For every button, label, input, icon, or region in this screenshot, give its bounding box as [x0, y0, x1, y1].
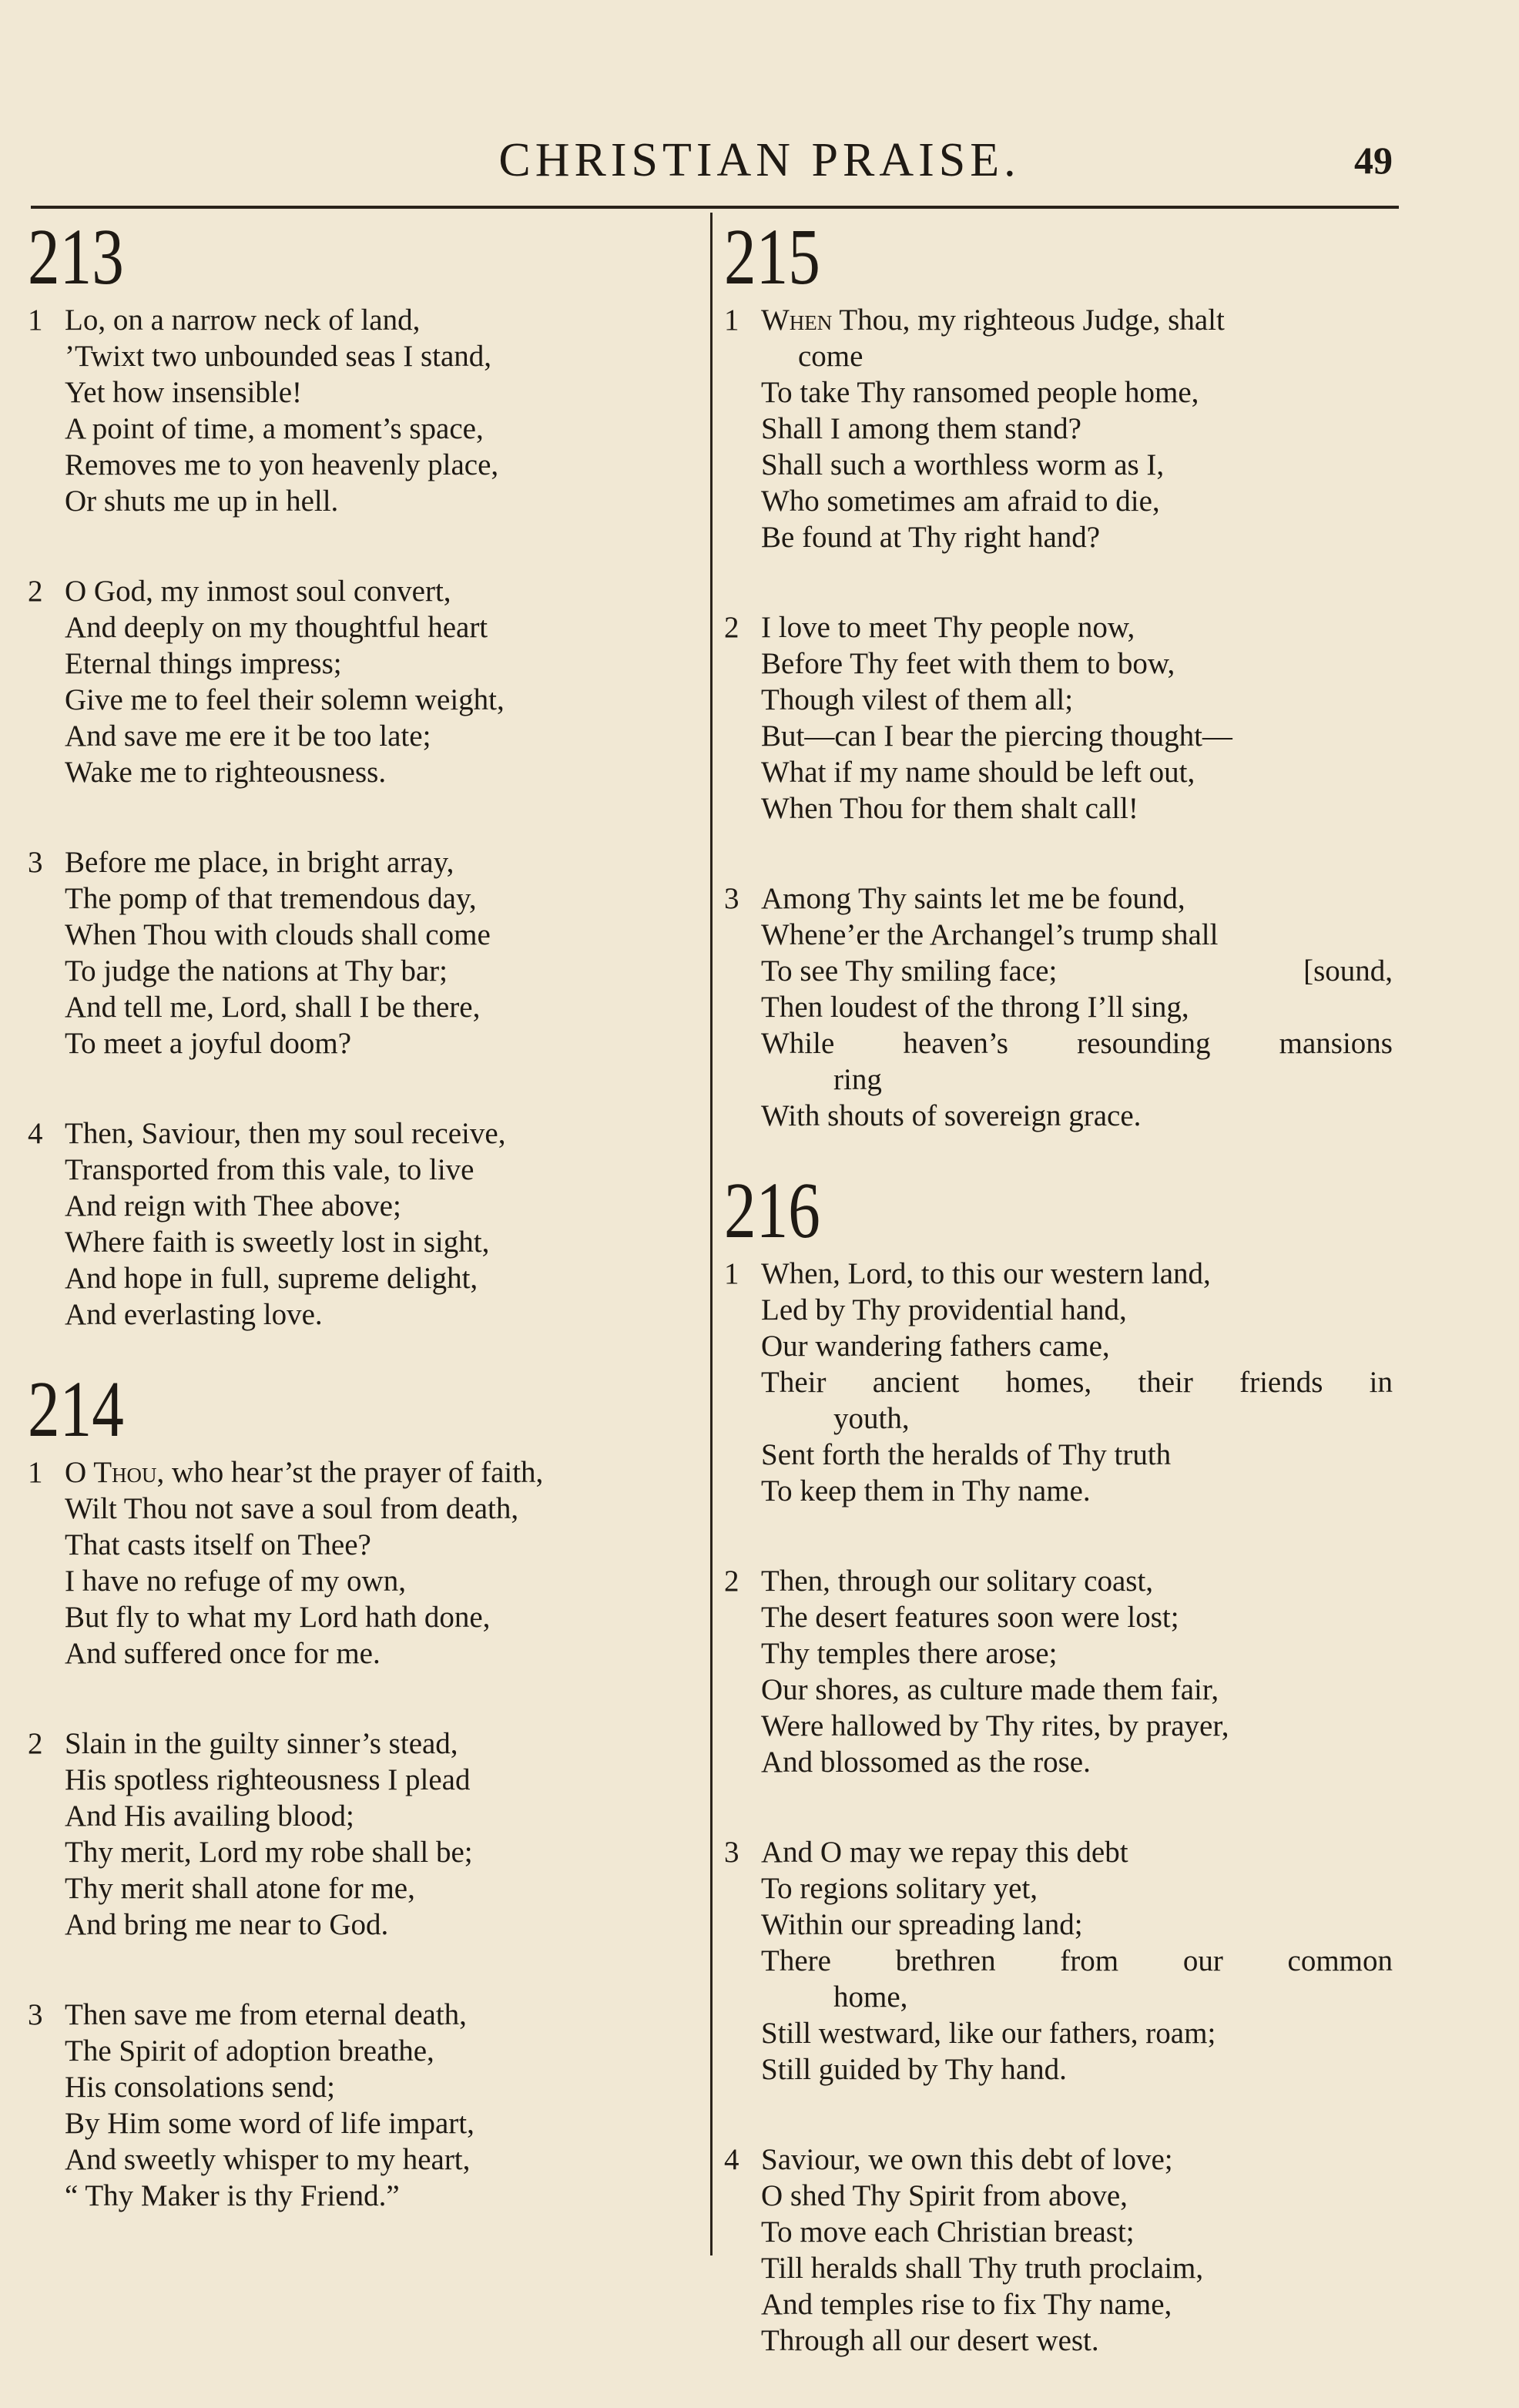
verse-line [761, 953, 1393, 989]
verse-line: Shall I among them stand? [761, 412, 1081, 445]
verse-line: And everlasting love. [65, 1298, 323, 1331]
stanza-number: 3 [28, 846, 43, 879]
stanza-number: 2 [724, 611, 739, 644]
stanza-number: 4 [28, 1117, 43, 1150]
verse-line: A point of time, a moment’s space, [65, 412, 484, 445]
verse-line: Led by Thy providential hand, [761, 1293, 1127, 1326]
first-words: O Thou, [65, 1456, 165, 1489]
verse-line: To judge the nations at Thy bar; [65, 954, 448, 988]
stanza [724, 302, 1402, 555]
verse-line: Our shores, as culture made them fair, [761, 1673, 1219, 1706]
stanza-number: 4 [724, 2143, 739, 2176]
verse-line: The pomp of that tremendous day, [65, 882, 477, 915]
stanza [28, 302, 702, 519]
verse-line: But fly to what my Lord hath done, [65, 1601, 491, 1634]
verse-line: With shouts of sovereign grace. [761, 1099, 1142, 1132]
verse-line: Though vilest of them all; [761, 683, 1074, 716]
verse-line: Their ancient homes, their friends in [761, 1366, 1393, 1399]
verse-line-continuation: come [798, 340, 863, 373]
verse-line-continuation: youth, [833, 1402, 910, 1435]
verse-line: Our wandering fathers came, [761, 1330, 1110, 1363]
verse-line: Yet how insensible! [65, 376, 303, 409]
verse-line: The Spirit of adoption breathe, [65, 2034, 434, 2068]
verse-line: Till heralds shall Thy truth proclaim, [761, 2252, 1204, 2285]
stanza [28, 1115, 702, 1333]
hymn-number: 213 [28, 213, 124, 301]
stanza [28, 1997, 702, 2214]
stanza-number: 2 [28, 575, 43, 608]
verse-line: And hope in full, supreme delight, [65, 1262, 478, 1295]
stanza [724, 1834, 1402, 2088]
verse-line: Whene’er the Archangel’s trump shall [761, 918, 1219, 951]
stanza [724, 609, 1402, 827]
verse-line: Where faith is sweetly lost in sight, [65, 1226, 490, 1259]
verse-line: And O may we repay this debt [761, 1836, 1128, 1869]
stanza [28, 844, 702, 1061]
verse-line: His consolations send; [65, 2071, 335, 2104]
verse-line: While heaven’s resounding mansions [761, 1027, 1393, 1060]
verse-line: I love to meet Thy people now, [761, 611, 1135, 644]
verse-line: And deeply on my thoughtful heart [65, 611, 488, 644]
verse-line: Transported from this vale, to live [65, 1153, 474, 1186]
stanza [724, 2141, 1402, 2359]
hymn-number: 216 [724, 1166, 820, 1255]
stanza-number: 2 [724, 1565, 739, 1598]
stanza [28, 573, 702, 790]
verse-line: Then, Saviour, then my soul receive, [65, 1117, 506, 1150]
verse-line: To move each Christian breast; [761, 2215, 1135, 2249]
verse-line: Who sometimes am afraid to die, [761, 485, 1160, 518]
hymn-214 [28, 1365, 702, 2214]
verse-line: And reign with Thee above; [65, 1189, 401, 1222]
page-header [0, 129, 1519, 191]
verse-line: Eternal things impress; [65, 647, 342, 680]
verse-line: What if my name should be left out, [761, 756, 1195, 789]
verse-line: Wilt Thou not save a soul from death, [65, 1492, 519, 1525]
verse-line: O shed Thy Spirit from above, [761, 2179, 1128, 2212]
verse-line: And sweetly whisper to my heart, [65, 2143, 471, 2176]
stanza-number: 3 [724, 882, 739, 915]
verse-line: But—can I bear the piercing thought— [761, 719, 1232, 753]
verse-line: Saviour, we own this debt of love; [761, 2143, 1173, 2176]
verse-line: O God, my inmost soul convert, [65, 575, 451, 608]
verse-line: Then, through our solitary coast, [761, 1565, 1154, 1598]
verse-line: Shall such a worthless worm as I, [761, 448, 1165, 481]
stanza-number: 3 [724, 1836, 739, 1869]
stanza-number: 1 [724, 304, 739, 337]
stanza-number: 1 [724, 1257, 739, 1290]
verse-line: To keep them in Thy name. [761, 1474, 1091, 1508]
verse-line: And blossomed as the rose. [761, 1746, 1091, 1779]
line-text: who hear’st the prayer of faith, [164, 1456, 544, 1489]
verse-line: Thy merit, Lord my robe shall be; [65, 1836, 473, 1869]
verse-line: By Him some word of life impart, [65, 2107, 474, 2140]
verse-line [65, 1454, 702, 1491]
verse-line: And suffered once for me. [65, 1637, 381, 1670]
verse-line: Before Thy feet with them to bow, [761, 647, 1175, 680]
verse-line: Thy merit shall atone for me, [65, 1872, 415, 1905]
right-column [724, 213, 1402, 2359]
verse-line: His spotless righteousness I plead [65, 1763, 471, 1796]
verse-line: Through all our desert west. [761, 2324, 1099, 2357]
verse-line [761, 302, 1402, 338]
verse-line: And His availing blood; [65, 1799, 354, 1833]
verse-line: When Thou for them shalt call! [761, 792, 1138, 825]
verse-line: That casts itself on Thee? [65, 1528, 371, 1561]
verse-line: “ Thy Maker is thy Friend.” [65, 2179, 400, 2212]
verse-line: Still westward, like our fathers, roam; [761, 2017, 1216, 2050]
verse-line: And bring me near to God. [65, 1908, 389, 1941]
verse-line: Then save me from eternal death, [65, 1998, 467, 2031]
verse-line: To meet a joyful doom? [65, 1027, 352, 1060]
stanza-number: 2 [28, 1727, 43, 1760]
verse-line: ’Twixt two unbounded seas I stand, [65, 340, 492, 373]
verse-line: Give me to feel their solemn weight, [65, 683, 505, 716]
left-column [28, 213, 702, 2214]
stanza [28, 1726, 702, 1943]
first-words: When [761, 304, 833, 337]
hymn-215 [724, 213, 1402, 1134]
verse-line: And temples rise to fix Thy name, [761, 2288, 1172, 2321]
page-number: 49 [1354, 139, 1393, 182]
verse-line: Be found at Thy right hand? [761, 521, 1101, 554]
verse-line-continuation: ring [833, 1063, 882, 1096]
verse-line: There brethren from our common [761, 1944, 1393, 1977]
verse-line: Sent forth the heralds of Thy truth [761, 1438, 1172, 1471]
verse-line: The desert features soon were lost; [761, 1601, 1179, 1634]
verse-line: Were hallowed by Thy rites, by prayer, [761, 1709, 1229, 1742]
verse-line: To take Thy ransomed people home, [761, 376, 1199, 409]
line-text: Thou, my righteous Judge, shalt [832, 304, 1225, 337]
verse-line: Slain in the guilty sinner’s stead, [65, 1727, 458, 1760]
verse-line: I have no refuge of my own, [65, 1565, 406, 1598]
verse-line: Lo, on a narrow neck of land, [65, 304, 421, 337]
verse-line-continuation: home, [833, 1980, 908, 2014]
verse-line: Thy temples there arose; [761, 1637, 1058, 1670]
verse-line: And save me ere it be too late; [65, 719, 431, 753]
hymn-213 [28, 213, 702, 1333]
running-title: CHRISTIAN PRAISE. [498, 134, 1021, 186]
verse-line: Wake me to righteousness. [65, 756, 387, 789]
verse-line: When, Lord, to this our western land, [761, 1257, 1211, 1290]
verse-line: And tell me, Lord, shall I be there, [65, 991, 481, 1024]
line-text: To see Thy smiling face; [761, 954, 1058, 988]
verse-line: Within our spreading land; [761, 1908, 1083, 1941]
bracketed-turnover: [sound, [1303, 954, 1393, 988]
stanza [724, 1256, 1402, 1509]
verse-line: Before me place, in bright array, [65, 846, 454, 879]
stanza-number: 3 [28, 1998, 43, 2031]
verse-line: Removes me to yon heavenly place, [65, 448, 499, 481]
column-divider [710, 213, 713, 2255]
stanza-number: 1 [28, 1456, 43, 1489]
verse-line: Among Thy saints let me be found, [761, 882, 1185, 915]
verse-line: Or shuts me up in hell. [65, 485, 339, 518]
stanza [28, 1454, 702, 1672]
verse-line: To regions solitary yet, [761, 1872, 1038, 1905]
verse-line: Then loudest of the throng I’ll sing, [761, 991, 1189, 1024]
hymn-216 [724, 1166, 1402, 2359]
hymn-number: 214 [28, 1365, 124, 1454]
header-rule [31, 206, 1399, 209]
stanza [724, 880, 1402, 1134]
stanza-number: 1 [28, 304, 43, 337]
verse-line: When Thou with clouds shall come [65, 918, 491, 951]
verse-line: Still guided by Thy hand. [761, 2053, 1067, 2086]
hymn-number: 215 [724, 213, 820, 301]
stanza [724, 1563, 1402, 1780]
